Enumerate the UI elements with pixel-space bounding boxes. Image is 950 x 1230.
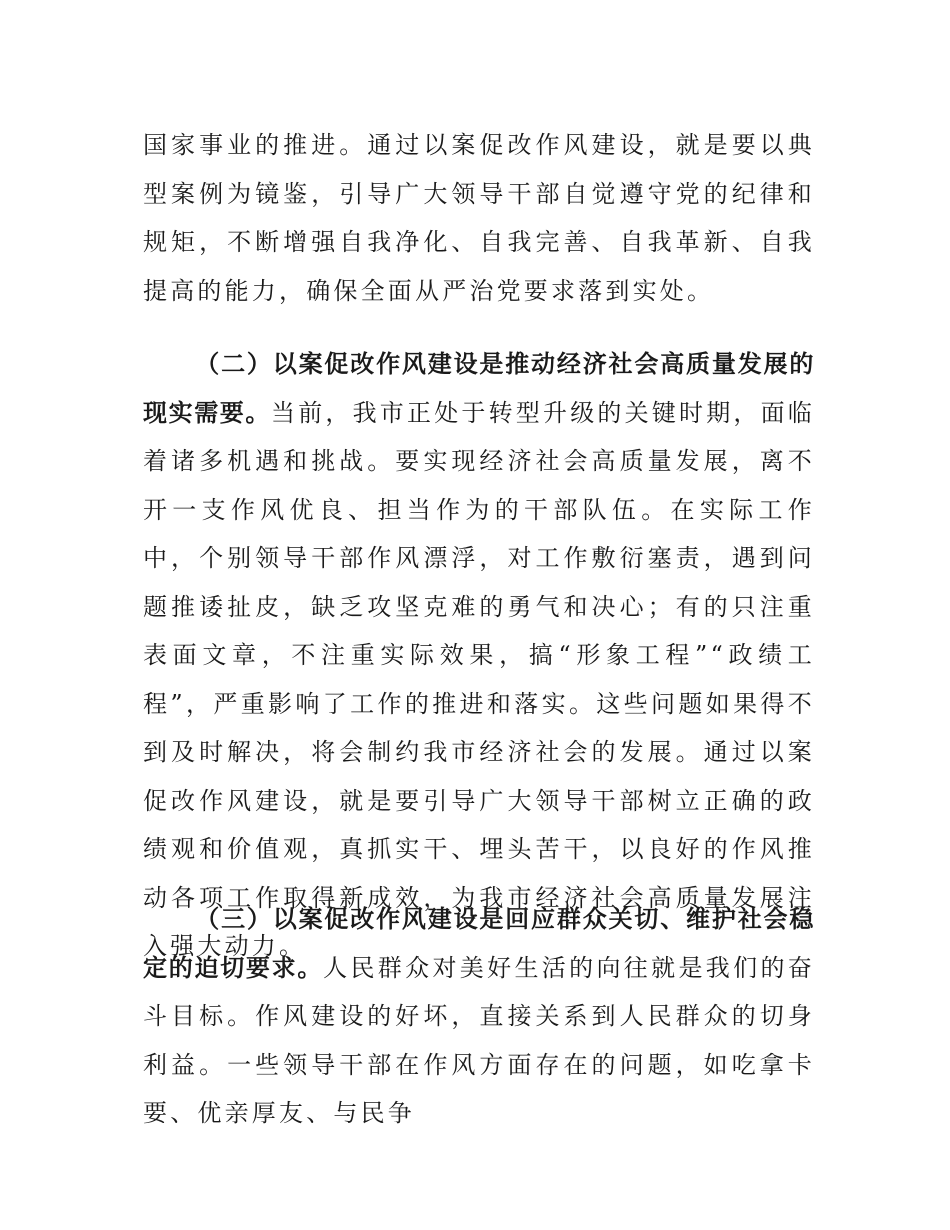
paragraph-section-3	[143, 895, 815, 1138]
paragraph-continuation	[143, 121, 815, 315]
paragraph-body: 人民群众对美好生活的向往就是我们的奋斗目标。作风建设的好坏，直接关系到人民群众的切身利益。一些领导干部在作风方面存在的问题，如吃拿卡要、优亲厚友、与民争	[143, 953, 815, 1127]
section-heading: （三）以案促改作风建设是回应群众关切、维护社会稳定的迫切要求。	[143, 905, 815, 982]
paragraph-section-2	[143, 340, 815, 971]
section-heading: （二）以案促改作风建设是推动经济社会高质量发展的现实需要。	[143, 350, 815, 427]
paragraph-body: 国家事业的推进。通过以案促改作风建设，就是要以典型案例为镜鉴，引导广大领导干部自觉遵守党的纪律和规矩，不断增强自我净化、自我完善、自我革新、自我提高的能力，确保全面从严治党要求落到实处。	[143, 131, 815, 305]
paragraph-body: 当前，我市正处于转型升级的关键时期，面临着诸多机遇和挑战。要实现经济社会高质量发展，离不开一支作风优良、担当作为的干部队伍。在实际工作中，个别领导干部作风漂浮，对工作敷衍塞责，遇到问题推诿扯皮，缺乏攻坚克难的勇气和决心；有的只注重表面文章，不注重实际效果，搞“形象工程”“政绩工程”，严重影响了工作的推进和落实。这些问题如果得不到及时解决，将会制约我市经济社会的发展。通过以案促改作风建设，就是要引导广大领导干部树立正确的政绩观和价值观，真抓实干、埋头苦干，以良好的作风推动各项工作取得新成效，为我市经济社会高质量发展注入强大动力。	[143, 398, 815, 960]
